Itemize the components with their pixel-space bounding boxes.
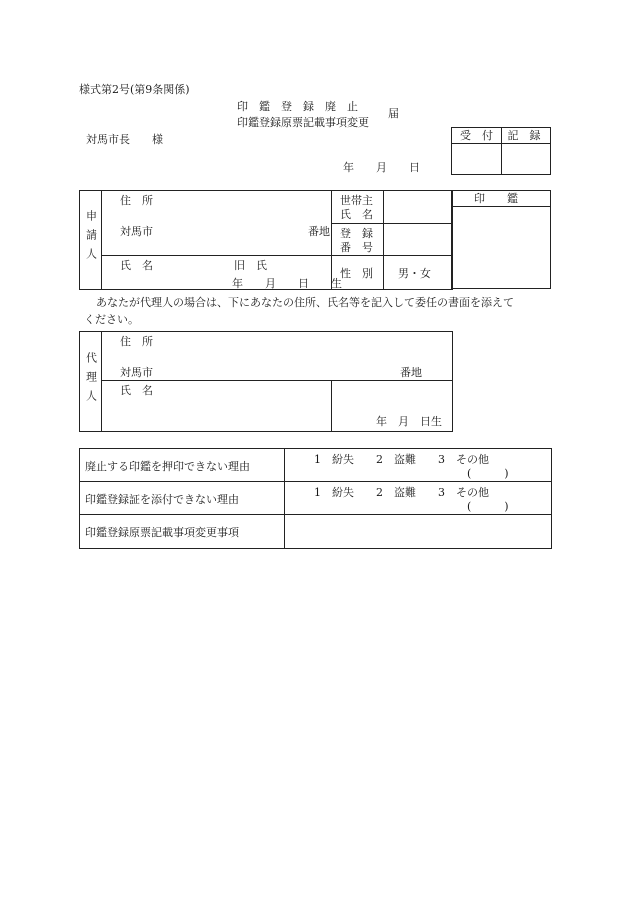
applicant-address-label: 住 所 [120, 194, 153, 207]
reason-row-seal [80, 449, 552, 482]
receipt-kiroku-header: 記 録 [501, 128, 551, 144]
household-head-field[interactable] [384, 191, 453, 224]
agent-address-field[interactable] [102, 332, 453, 381]
form-number: 様式第2号(第9条関係) [79, 83, 190, 96]
agent-address-label: 住 所 [120, 335, 153, 348]
seal-field[interactable] [452, 207, 551, 289]
receipt-uketsuke-field[interactable] [452, 144, 502, 175]
agent-city: 対馬市 [120, 366, 153, 379]
reason-options-card[interactable]: 1 紛失 2 盗難 3 その他 ( ) [285, 482, 552, 515]
title-line-abolish: 印 鑑 登 録 廃 止 [237, 100, 358, 113]
addressee: 対馬市長 様 [86, 133, 163, 146]
reason-label-card: 印鑑登録証を添付できない理由 [80, 482, 285, 515]
receipt-uketsuke-header: 受 付 [452, 128, 502, 144]
date-line: 年 月 日 [343, 161, 420, 174]
reasons-table [79, 448, 552, 549]
seal-label: 印 鑑 [452, 191, 551, 207]
reason-label-change: 印鑑登録原票記載事項変更事項 [80, 515, 285, 549]
reg-number-field[interactable] [384, 223, 453, 256]
reason-row-change [80, 515, 552, 549]
applicant-side-label: 申請人 [80, 191, 102, 290]
title-suffix: 届 [388, 107, 399, 120]
applicant-address-field[interactable] [102, 191, 332, 256]
applicant-name-label: 氏 名 [120, 259, 153, 272]
gender-label: 性 別 [332, 256, 384, 290]
agent-name-label: 氏 名 [120, 384, 153, 397]
agent-side-label: 代理人 [80, 332, 102, 432]
reg-number-label: 登 録 番 号 [332, 223, 384, 256]
applicant-birth: 年 月 日 生 [232, 277, 342, 290]
former-name-label: 旧 氏 [234, 259, 267, 272]
reason-label-seal: 廃止する印鑑を押印できない理由 [80, 449, 285, 482]
gender-field[interactable] [384, 256, 453, 290]
agent-table [79, 331, 453, 432]
receipt-box [451, 127, 551, 175]
agent-birth: 年 月 日生 [376, 415, 442, 428]
gender-value: 男・女 [398, 267, 431, 280]
title-line-change: 印鑑登録原票記載事項変更 [237, 116, 369, 129]
applicant-city: 対馬市 [120, 225, 153, 238]
seal-box [451, 190, 551, 289]
reason-options-seal[interactable]: 1 紛失 2 盗難 3 その他 ( ) [285, 449, 552, 482]
agent-banchi: 番地 [400, 366, 422, 379]
proxy-notice-line1: あなたが代理人の場合は、下にあなたの住所、氏名等を記入して委任の書面を添えて [96, 296, 514, 309]
applicant-banchi: 番地 [308, 225, 330, 238]
reason-field-change[interactable] [285, 515, 552, 549]
reason-row-card [80, 482, 552, 515]
agent-birth-field[interactable] [332, 381, 453, 432]
proxy-notice-line2: ください。 [84, 313, 139, 326]
receipt-kiroku-field[interactable] [501, 144, 551, 175]
applicant-name-field[interactable] [102, 256, 342, 290]
applicant-table [79, 190, 453, 290]
agent-name-field[interactable] [102, 381, 332, 432]
household-head-label: 世帯主 氏 名 [332, 191, 384, 224]
